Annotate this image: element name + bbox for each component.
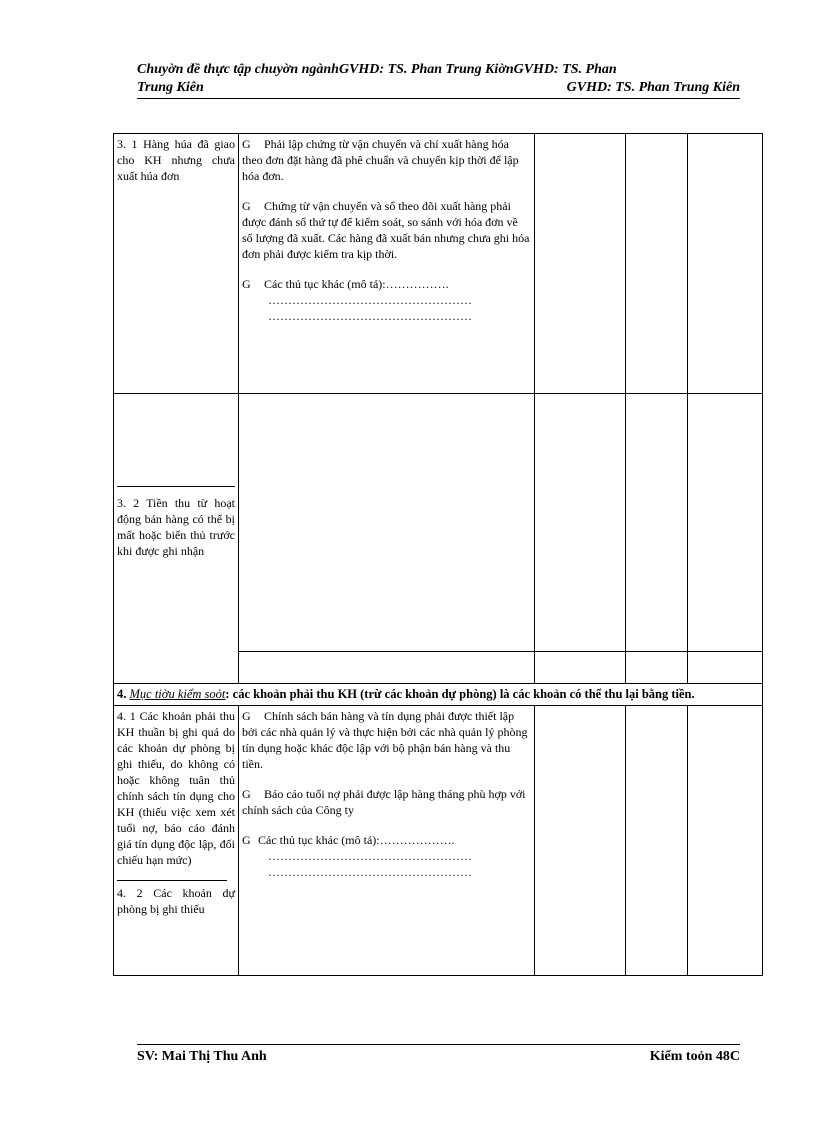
procedures-cell <box>239 706 535 976</box>
checkbox-glyph: G <box>242 199 251 213</box>
procedure-item: G Các thủ tục khác (mô tả):……………. <box>242 277 449 291</box>
divider <box>117 486 235 487</box>
objective-3-2: 3. 2 Tiền thu từ hoạt động bán hàng có thể bị mất hoặc biển thủ trước khi được ghi nhận <box>117 496 235 558</box>
procedure-item: G Các thủ tục khác (mô tả):………………. <box>242 833 455 847</box>
objective-3-2-cell <box>114 394 239 684</box>
dotted-line: …………………………………………… <box>268 309 472 323</box>
page-footer <box>137 1044 740 1065</box>
objective-4-2: 4. 2 Các khoản dự phòng bị ghi thiếu <box>117 886 235 916</box>
procedure-item: G Chứng từ vận chuyển và sổ theo dõi xuất hàng phải được đánh số thứ tự để kiểm soát, so sánh với hóa đơn về số lượng đã xuất. Các hàng đã xuất bán nhưng chưa ghi hóa đơn phải được kiểm tra kịp thời. <box>242 199 530 261</box>
empty-cell <box>239 394 535 652</box>
table-row <box>114 706 763 976</box>
empty-cell <box>626 706 688 976</box>
empty-cell <box>626 394 688 652</box>
checkbox-glyph: G <box>242 277 251 291</box>
empty-cell <box>626 652 688 684</box>
objective-3-1: 3. 1 Hàng húa đã giao cho KH nhưng chưa xuất húa đơn <box>114 134 239 394</box>
checkbox-glyph: G <box>242 787 251 801</box>
page-header <box>137 61 740 99</box>
empty-cell <box>626 134 688 394</box>
empty-cell <box>535 394 626 652</box>
procedures-cell <box>239 134 535 394</box>
dotted-line: …………………………………………… <box>268 849 472 863</box>
empty-cell <box>688 394 763 652</box>
goal-label: Mục tiờu kiểm soỏt <box>129 687 226 701</box>
empty-cell <box>688 134 763 394</box>
procedure-item: G Phải lập chứng từ vận chuyển và chỉ xuất hàng hóa theo đơn đặt hàng đã phê chuẩn và chuyển kịp thời để lập hóa đơn. <box>242 137 519 183</box>
objective-4-1: 4. 1 Các khoản phải thu KH thuần bị ghi quá do các khoản dự phòng bị ghi thiếu, do không có hoặc không tuân thủ chính sách tín dụng cho KH (thiếu việc xem xét tuổi nợ, báo cáo đánh giá tín dụng độc lập, đối chiếu hạn mức) <box>117 709 235 867</box>
divider <box>117 880 227 881</box>
footer-class: Kiểm toỏn 48C <box>649 1049 740 1064</box>
header-line-2-right: GVHD: TS. Phan Trung Kiên <box>566 80 740 95</box>
procedure-item: G Chính sách bán hàng và tín dụng phải được thiết lập bởi các nhà quản lý và thực hiện bởi các nhà quản lý phòng tín dụng hoặc khác độc lập với bộ phận bán hàng và thu tiền. <box>242 709 528 771</box>
objective-4-cell <box>114 706 239 976</box>
empty-cell <box>688 706 763 976</box>
footer-student: SV: Mai Thị Thu Anh <box>137 1049 267 1064</box>
procedure-item: G Báo cáo tuổi nợ phải được lập hàng tháng phù hợp với chính sách của Công ty <box>242 787 526 817</box>
checkbox-glyph: G <box>242 833 251 847</box>
checkbox-glyph: G <box>242 709 251 723</box>
table-row <box>114 394 763 652</box>
dotted-line: …………………………………………… <box>268 865 472 879</box>
table-row <box>114 134 763 394</box>
control-goal-4: 4. Mục tiờu kiểm soỏt: các khoản phải thu KH (trừ các khoản dự phòng) là các khoản có thể thu lại bằng tiền. <box>114 684 763 706</box>
empty-cell <box>535 706 626 976</box>
dotted-line: …………………………………………… <box>268 293 472 307</box>
empty-cell <box>239 652 535 684</box>
empty-cell <box>688 652 763 684</box>
empty-cell <box>535 134 626 394</box>
table-row <box>114 684 763 706</box>
header-line-1: Chuyờn đề thực tập chuyờn ngànhGVHD: TS. Phan Trung KiờnGVHD: TS. Phan <box>137 62 617 77</box>
checkbox-glyph: G <box>242 137 251 151</box>
header-line-2-left: Trung Kiên <box>137 80 204 95</box>
empty-cell <box>535 652 626 684</box>
control-objectives-table <box>113 133 763 976</box>
